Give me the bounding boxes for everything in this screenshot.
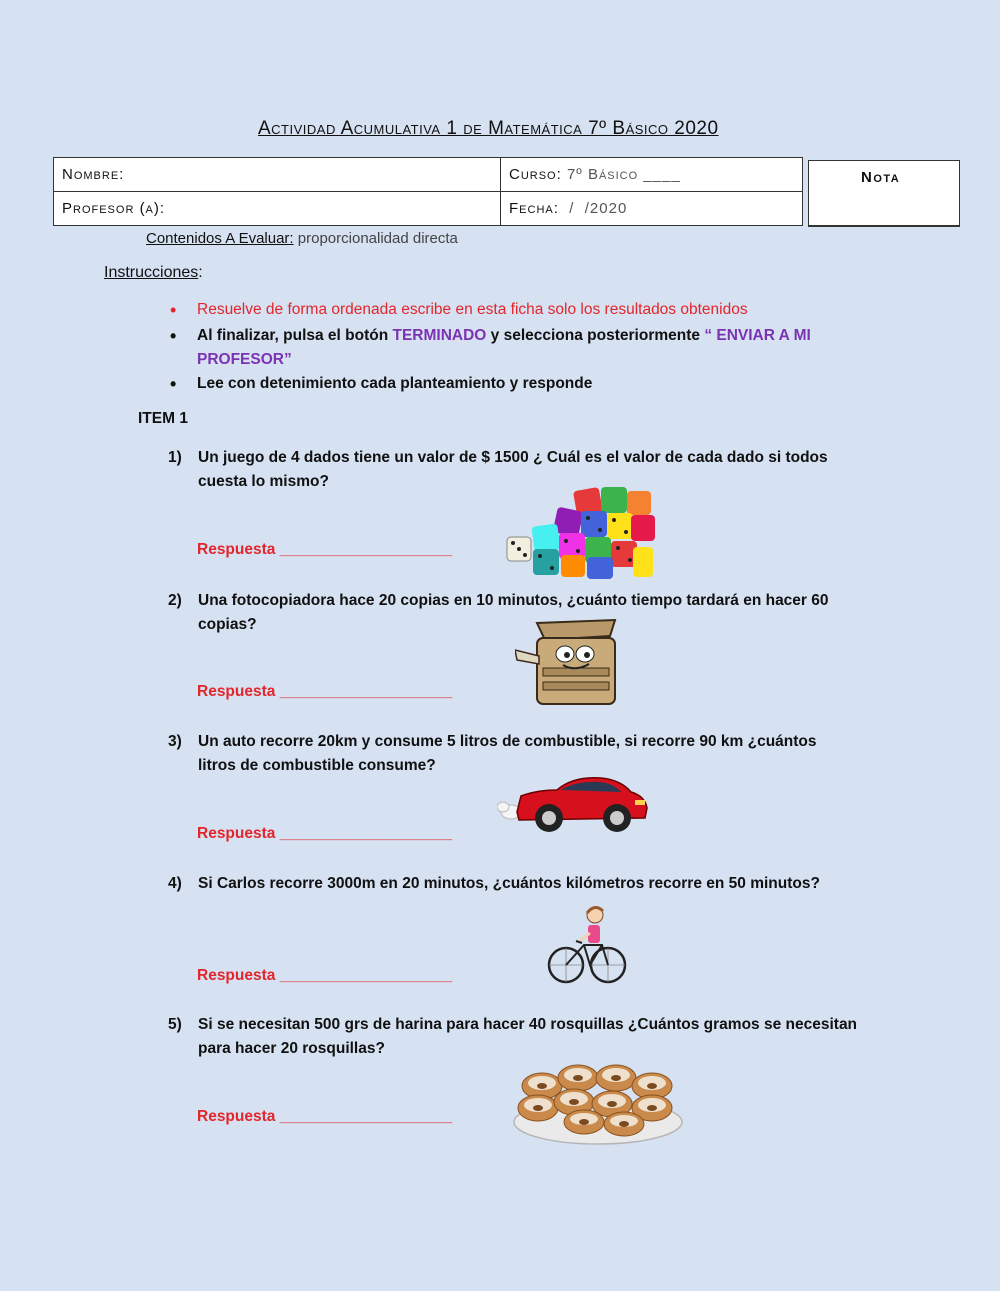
contenidos-value: proporcionalidad directa	[297, 230, 458, 247]
donuts-image	[512, 1064, 684, 1146]
profesor-field[interactable]: Profesor (a):	[54, 192, 501, 226]
instrucciones-heading: Instrucciones:	[104, 264, 203, 281]
instructions-list	[170, 298, 870, 396]
nombre-field[interactable]: Nombre:	[54, 158, 501, 192]
answer-field-3[interactable]: Respuesta ____________________	[197, 825, 453, 842]
curso-field[interactable]: Curso: 7º Básico ____	[501, 158, 803, 192]
answer-field-2[interactable]: Respuesta ____________________	[197, 683, 453, 700]
contenidos-line	[146, 230, 458, 247]
instruction-item: • Lee con detenimiento cada planteamiento y responde	[170, 372, 870, 396]
cyclist-image	[546, 903, 628, 985]
car-image	[497, 772, 649, 834]
contenidos-label: Contenidos A Evaluar:	[146, 230, 294, 247]
instruction-item: • Resuelve de forma ordenada escribe en esta ficha solo los resultados obtenidos	[170, 298, 870, 322]
nota-box[interactable]	[808, 160, 960, 227]
answer-field-4[interactable]: Respuesta ____________________	[197, 967, 453, 984]
item-heading: ITEM 1	[138, 410, 188, 427]
photocopier-image	[515, 618, 620, 710]
document-title: Actividad Acumulativa 1 de Matemática 7º Básico 2020	[258, 118, 719, 139]
answer-field-5[interactable]: Respuesta ____________________	[197, 1108, 453, 1125]
fecha-field[interactable]: Fecha: / /2020	[501, 192, 803, 226]
instruction-item: • Al finalizar, pulsa el botón TERMINADO y selecciona posteriormente “ ENVIAR A MI PROFESOR”	[170, 324, 870, 372]
student-info-table	[53, 157, 803, 226]
nota-label: Nota	[861, 169, 901, 186]
answer-field-1[interactable]: Respuesta ____________________	[197, 541, 453, 558]
dice-image	[503, 485, 655, 580]
